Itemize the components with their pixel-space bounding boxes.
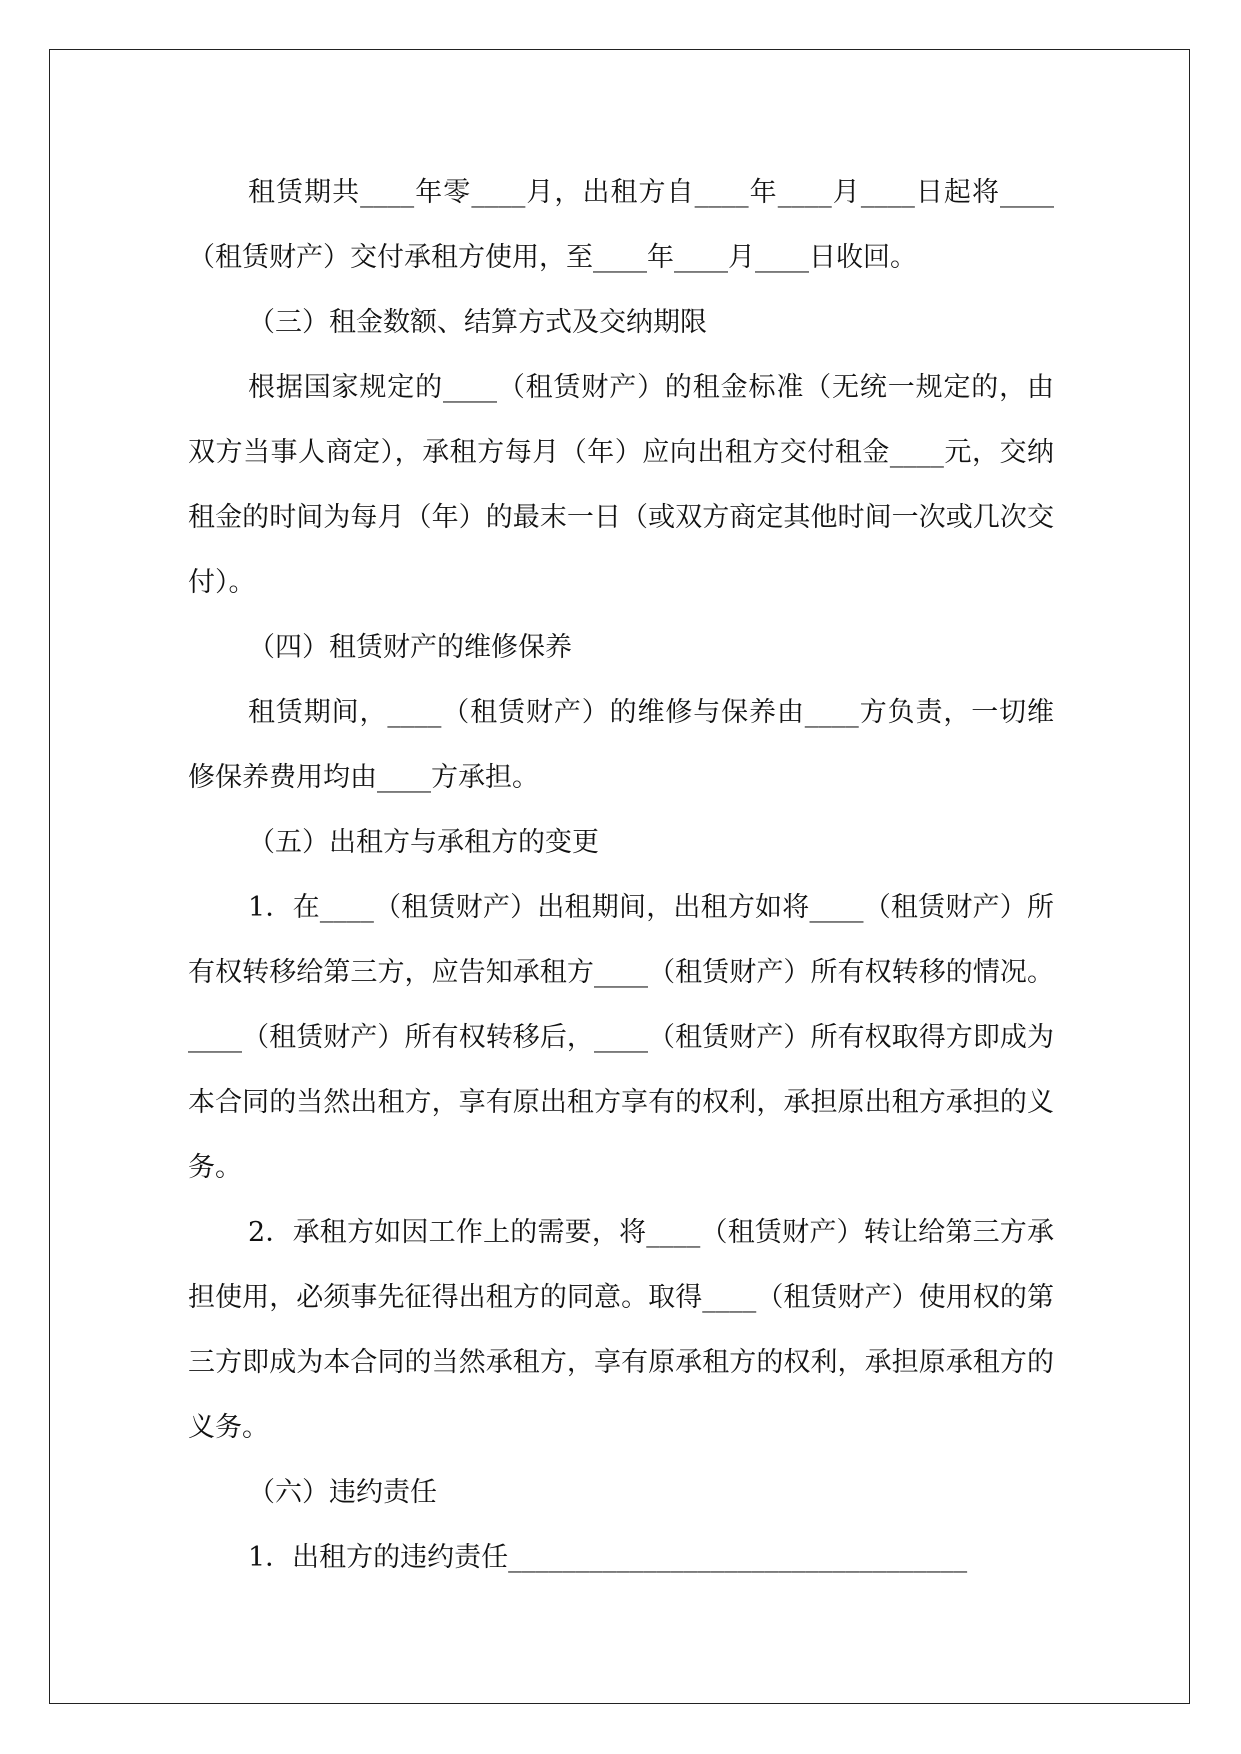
paragraph-rent-amount: 根据国家规定的____（租赁财产）的租金标准（无统一规定的，由双方当事人商定），承租方每月（年）应向出租方交付租金____元，交纳租金的时间为每月（年）的最末一日（或双方商定其他时间一次或几次交付）。 <box>188 372 1054 598</box>
paragraph-lease-term: 租赁期共____年零____月，出租方自____年____月____日起将____（租赁财产）交付承租方使用，至____年____月____日收回。 <box>188 177 1054 273</box>
paragraph-party-change-2: 2．承租方如因工作上的需要，将____（租赁财产）转让给第三方承担使用，必须事先征得出租方的同意。取得____（租赁财产）使用权的第三方即成为本合同的当然承租方，享有原承租方的权利，承担原承租方的义务。 <box>188 1217 1054 1443</box>
heading-maintenance: （四）租赁财产的维修保养 <box>248 632 572 663</box>
heading-liability: （六）违约责任 <box>248 1477 437 1508</box>
document-body <box>188 160 1054 1590</box>
heading-party-change: （五）出租方与承租方的变更 <box>248 827 599 858</box>
paragraph-liability-1: 1．出租方的违约责任__________________________________ <box>248 1542 968 1573</box>
heading-rent-amount: （三）租金数额、结算方式及交纳期限 <box>248 307 707 338</box>
paragraph-maintenance: 租赁期间，____（租赁财产）的维修与保养由____方负责，一切维修保养费用均由____方承担。 <box>188 697 1054 793</box>
paragraph-party-change-1: 1．在____（租赁财产）出租期间，出租方如将____（租赁财产）所有权转移给第三方，应告知承租方____（租赁财产）所有权转移的情况。____（租赁财产）所有权转移后，____（租赁财产）所有权取得方即成为本合同的当然出租方，享有原出租方享有的权利，承担原出租方承担的义务。 <box>188 892 1054 1183</box>
